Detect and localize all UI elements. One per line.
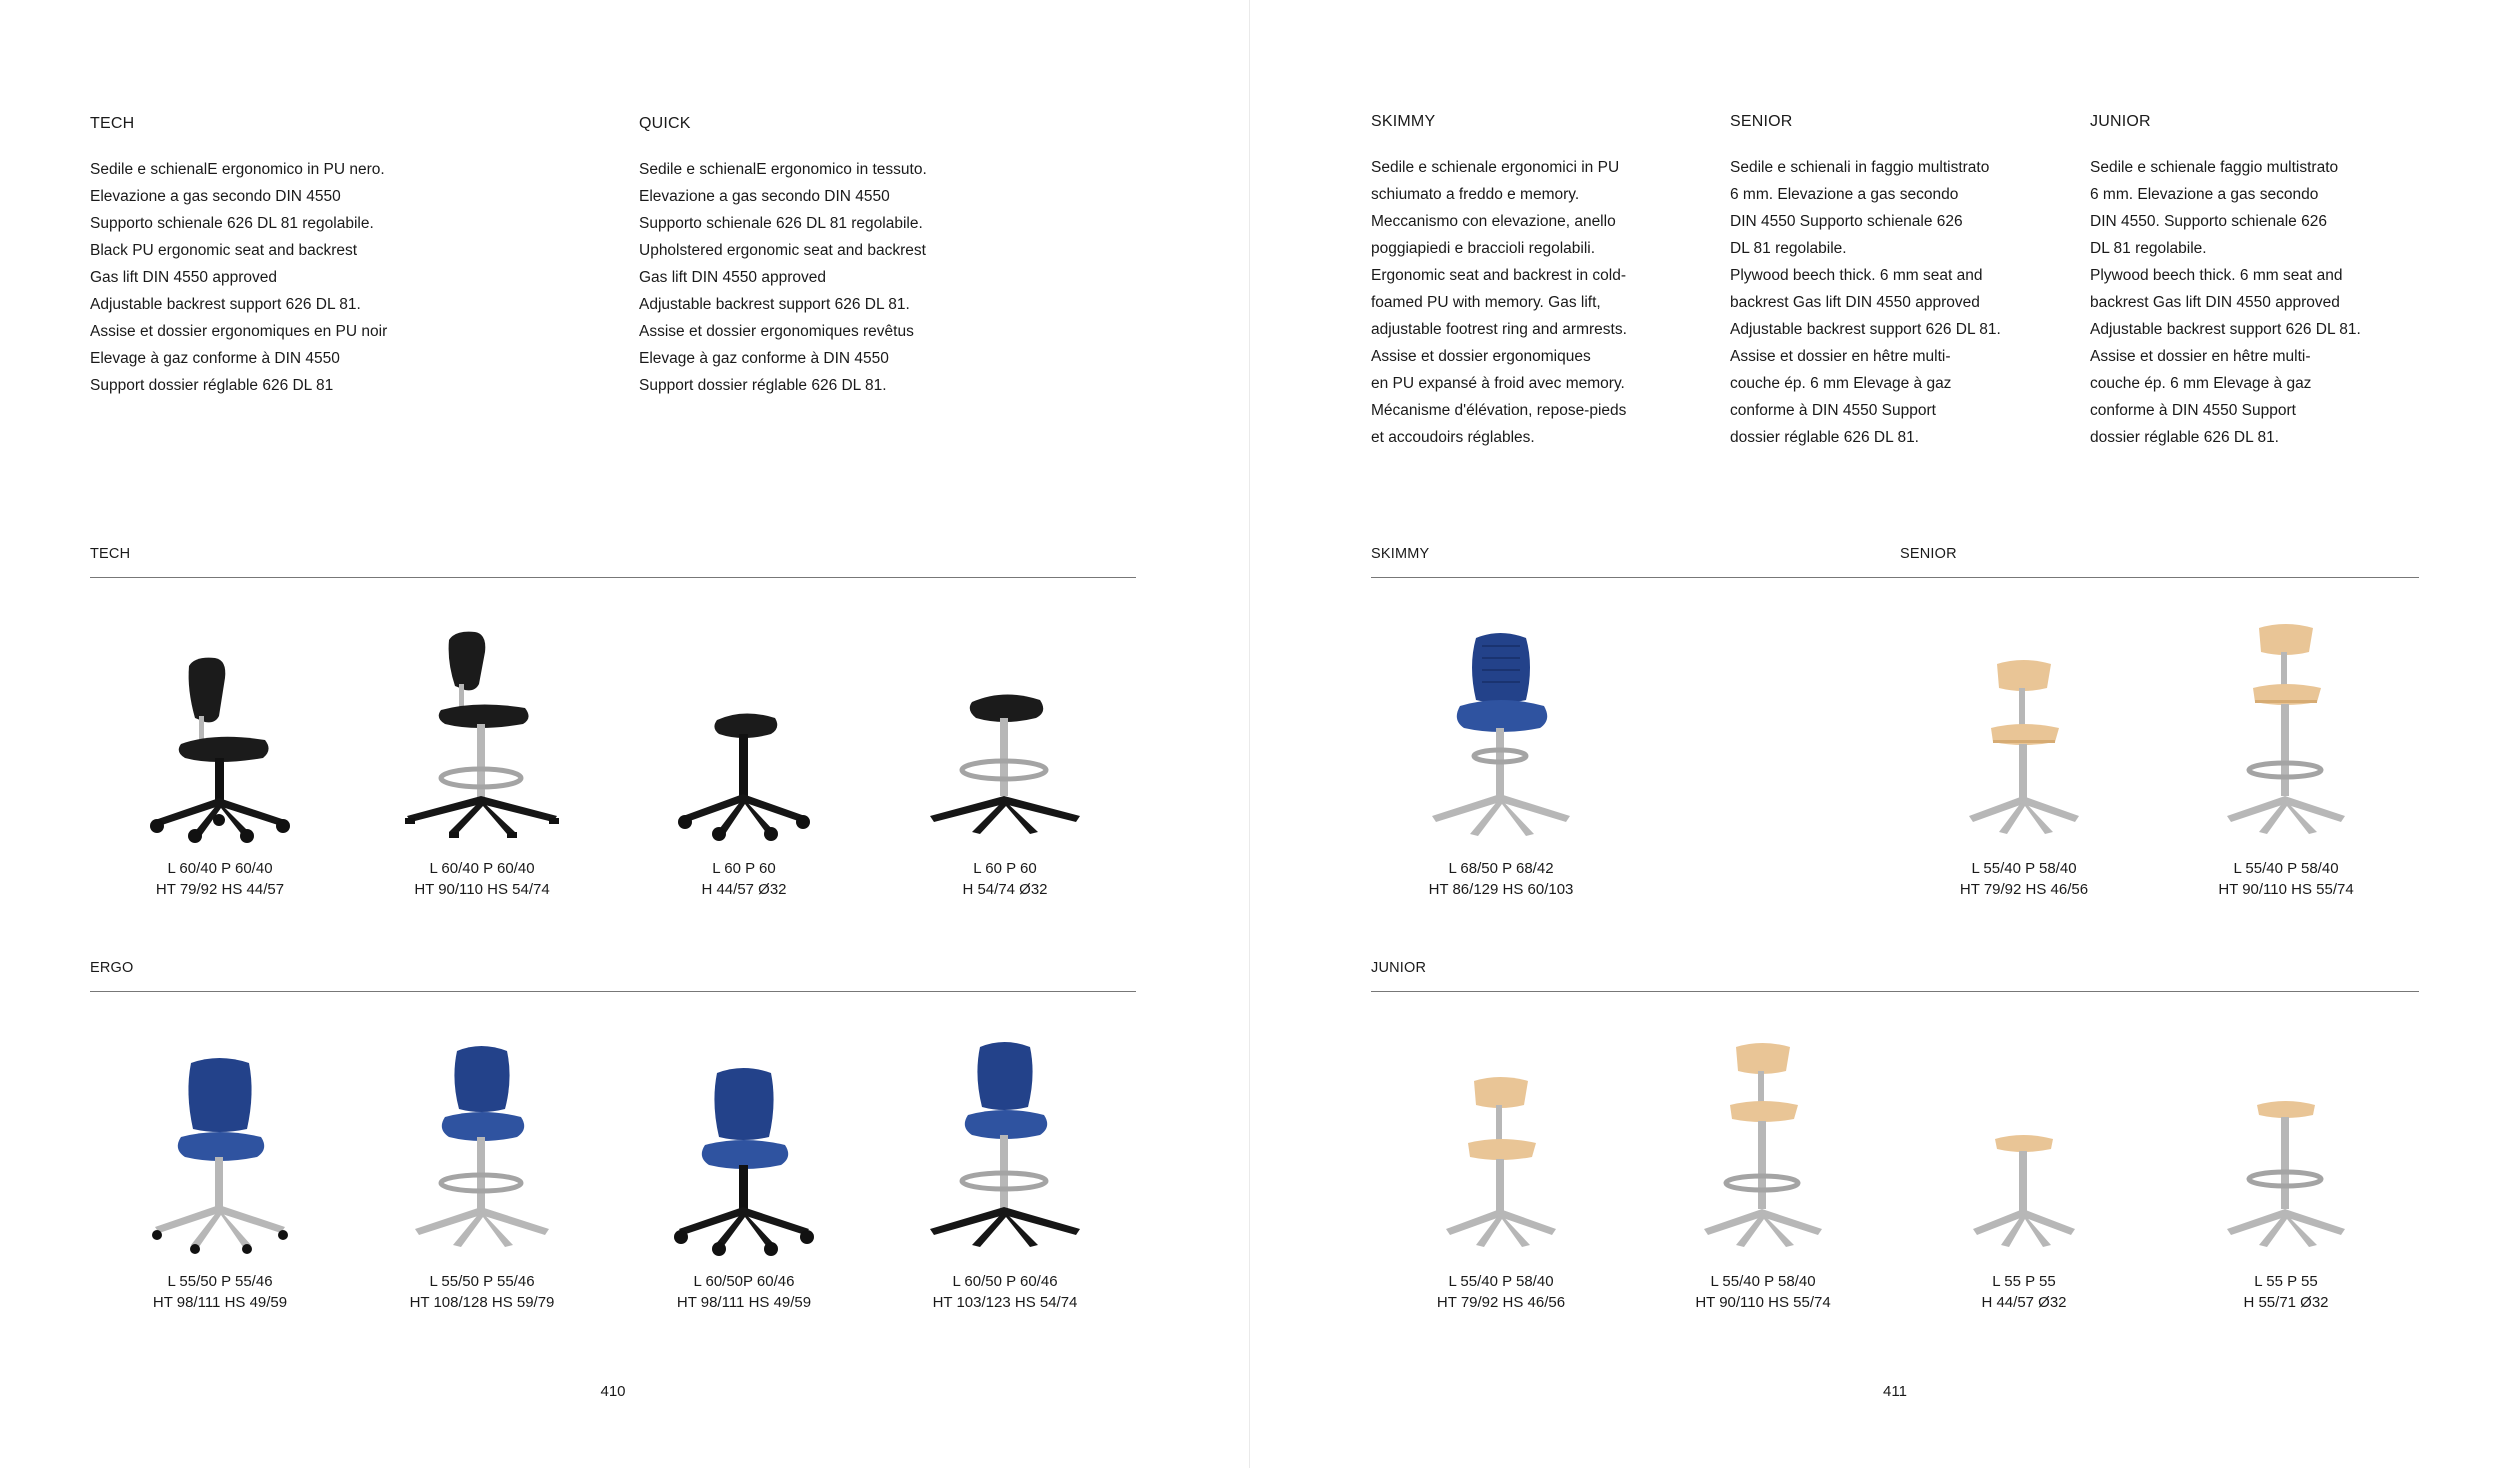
description-line: dossier réglable 626 DL 81.	[2090, 429, 2279, 446]
product-item-ergo-nylon-low	[639, 1033, 849, 1313]
spec-dimensions: L 55/50 P 55/46	[429, 1273, 535, 1290]
product-item-skimmy	[1396, 620, 1606, 900]
product-spec	[377, 1271, 587, 1313]
description-line: schiumato a freddo e memory.	[1371, 186, 1580, 203]
chair-image-black-pu-high	[377, 620, 587, 850]
spec-dimensions: L 60/40 P 60/40	[167, 860, 273, 877]
product-description-tech	[90, 156, 387, 399]
product-spec	[377, 858, 587, 900]
spec-heights: HT 103/123 HS 54/74	[932, 1294, 1078, 1311]
chair-image-senior-beech-low	[1919, 620, 2129, 850]
description-line: Mécanisme d'élévation, repose-pieds	[1371, 402, 1627, 419]
product-item-junior-stool-high	[2181, 1033, 2391, 1313]
section-label-ergo: ERGO	[90, 960, 134, 976]
product-description-senior	[1730, 154, 2001, 451]
description-line: Supporto schienale 626 DL 81 regolabile.	[90, 215, 374, 232]
spec-heights: HT 98/111 HS 49/59	[152, 1294, 288, 1311]
description-line: Elevage à gaz conforme à DIN 4550	[639, 350, 889, 367]
section-divider	[1371, 991, 2419, 992]
spec-dimensions: L 68/50 P 68/42	[1448, 860, 1554, 877]
product-spec	[1396, 1271, 1606, 1313]
description-line: Elevage à gaz conforme à DIN 4550	[90, 350, 340, 367]
product-spec	[1919, 1271, 2129, 1313]
spec-dimensions: L 60/50 P 60/46	[952, 1273, 1058, 1290]
product-item-tech-low	[115, 620, 325, 900]
description-line: conforme à DIN 4550 Support	[1730, 402, 1936, 419]
spec-dimensions: L 55 P 55	[1992, 1273, 2056, 1290]
description-line: Sedile e schienale faggio multistrato	[2090, 159, 2339, 176]
description-line: Gas lift DIN 4550 approved	[90, 269, 277, 286]
description-line: Support dossier réglable 626 DL 81	[90, 377, 334, 394]
description-line: Sedile e schienalE ergonomico in PU nero.	[90, 161, 385, 178]
product-item-ergo-low	[115, 1033, 325, 1313]
description-line: Adjustable backrest support 626 DL 81.	[1730, 321, 2001, 338]
description-line: Elevazione a gas secondo DIN 4550	[639, 188, 890, 205]
product-spec	[115, 1271, 325, 1313]
spec-dimensions: L 55/40 P 58/40	[1971, 860, 2077, 877]
chair-image-junior-beech-low	[1396, 1033, 1606, 1263]
description-line: conforme à DIN 4550 Support	[2090, 402, 2296, 419]
spec-dimensions: L 60/50P 60/46	[693, 1273, 795, 1290]
right-page	[1250, 0, 2500, 1468]
section-label-tech: TECH	[90, 546, 131, 562]
product-item-junior-low	[1396, 1033, 1606, 1313]
spec-heights: HT 108/128 HS 59/79	[409, 1294, 555, 1311]
spec-heights: HT 90/110 HS 54/74	[414, 881, 550, 898]
product-item-senior-low	[1919, 620, 2129, 900]
page-number: 411	[1883, 1383, 1907, 1400]
section-divider	[90, 991, 1136, 992]
spec-dimensions: L 60 P 60	[973, 860, 1037, 877]
chair-image-blue-nylon-high	[900, 1033, 1110, 1263]
product-title-quick: QUICK	[639, 115, 691, 132]
description-line: Elevazione a gas secondo DIN 4550	[90, 188, 341, 205]
description-line: backrest Gas lift DIN 4550 approved	[1730, 294, 1980, 311]
description-line: Plywood beech thick. 6 mm seat and	[2090, 267, 2343, 284]
product-spec	[115, 858, 325, 900]
description-line: Adjustable backrest support 626 DL 81.	[2090, 321, 2361, 338]
description-line: Sedile e schienali in faggio multistrato	[1730, 159, 1990, 176]
description-line: foamed PU with memory. Gas lift,	[1371, 294, 1601, 311]
product-item-tech-stool-low	[639, 620, 849, 900]
description-line: Assise et dossier ergonomiques	[1371, 348, 1591, 365]
description-line: backrest Gas lift DIN 4550 approved	[2090, 294, 2340, 311]
spec-dimensions: L 55/40 P 58/40	[1448, 1273, 1554, 1290]
chair-image-blue-nylon-low	[639, 1033, 849, 1263]
description-line: adjustable footrest ring and armrests.	[1371, 321, 1627, 338]
description-line: 6 mm. Elevazione a gas secondo	[2090, 186, 2319, 203]
description-line: Plywood beech thick. 6 mm seat and	[1730, 267, 1983, 284]
description-line: Sedile e schienale ergonomici in PU	[1371, 159, 1620, 176]
product-item-tech-high	[377, 620, 587, 900]
description-line: en PU expansé à froid avec memory.	[1371, 375, 1625, 392]
product-item-tech-stool-high	[900, 620, 1110, 900]
section-label-skimmy: SKIMMY	[1371, 546, 1430, 562]
product-item-ergo-high	[377, 1033, 587, 1313]
chair-image-black-pu-low	[115, 620, 325, 850]
spec-dimensions: L 55/50 P 55/46	[167, 1273, 273, 1290]
product-spec	[1396, 858, 1606, 900]
chair-image-junior-beech-high	[1658, 1033, 1868, 1263]
chair-image-junior-stool-low	[1919, 1033, 2129, 1263]
product-spec	[900, 858, 1110, 900]
spec-heights: HT 90/110 HS 55/74	[1695, 1294, 1831, 1311]
spec-dimensions: L 60/40 P 60/40	[429, 860, 535, 877]
product-spec	[2181, 858, 2391, 900]
chair-image-blue-fabric-low	[115, 1033, 325, 1263]
description-line: Black PU ergonomic seat and backrest	[90, 242, 358, 259]
description-line: Meccanismo con elevazione, anello	[1371, 213, 1616, 230]
description-line: Assise et dossier en hêtre multi-	[1730, 348, 1951, 365]
chair-image-junior-stool-high	[2181, 1033, 2391, 1263]
product-title-senior: SENIOR	[1730, 113, 1793, 130]
chair-image-black-stool-high	[900, 620, 1110, 850]
description-line: DL 81 regolabile.	[1730, 240, 1847, 257]
description-line: Assise et dossier en hêtre multi-	[2090, 348, 2311, 365]
description-line: Assise et dossier ergonomiques en PU noir	[90, 323, 388, 340]
spec-heights: H 44/57 Ø32	[1981, 1294, 2067, 1311]
spec-heights: HT 90/110 HS 55/74	[2218, 881, 2354, 898]
description-line: Assise et dossier ergonomiques revêtus	[639, 323, 914, 340]
product-title-skimmy: SKIMMY	[1371, 113, 1436, 130]
spec-heights: HT 79/92 HS 44/57	[155, 881, 285, 898]
section-divider	[90, 577, 1136, 578]
description-line: Support dossier réglable 626 DL 81.	[639, 377, 887, 394]
product-spec	[1919, 858, 2129, 900]
product-spec	[900, 1271, 1110, 1313]
product-title-tech: TECH	[90, 115, 135, 132]
spec-heights: HT 79/92 HS 46/56	[1436, 1294, 1566, 1311]
product-spec	[639, 858, 849, 900]
chair-image-senior-beech-high	[2181, 620, 2391, 850]
product-description-junior	[2090, 154, 2361, 451]
spec-heights: HT 98/111 HS 49/59	[676, 1294, 812, 1311]
spec-heights: H 55/71 Ø32	[2243, 1294, 2329, 1311]
description-line: couche ép. 6 mm Elevage à gaz	[1730, 375, 1952, 392]
product-description-skimmy	[1371, 154, 1627, 451]
product-spec	[639, 1271, 849, 1313]
description-line: Adjustable backrest support 626 DL 81.	[90, 296, 361, 313]
spec-heights: HT 86/129 HS 60/103	[1428, 881, 1574, 898]
description-line: dossier réglable 626 DL 81.	[1730, 429, 1919, 446]
description-line: DIN 4550. Supporto schienale 626	[2090, 213, 2327, 230]
spec-dimensions: L 55/40 P 58/40	[1710, 1273, 1816, 1290]
page-number: 410	[600, 1383, 626, 1400]
chair-image-black-stool-low	[639, 620, 849, 850]
description-line: DIN 4550 Supporto schienale 626	[1730, 213, 1963, 230]
product-item-ergo-nylon-high	[900, 1033, 1110, 1313]
spec-heights: H 44/57 Ø32	[701, 881, 787, 898]
spec-heights: HT 79/92 HS 46/56	[1959, 881, 2089, 898]
description-line: Sedile e schienalE ergonomico in tessuto.	[639, 161, 927, 178]
product-item-junior-high	[1658, 1033, 1868, 1313]
spec-dimensions: L 55/40 P 58/40	[2233, 860, 2339, 877]
chair-image-blue-fabric-high	[377, 1033, 587, 1263]
section-label-junior: JUNIOR	[1371, 960, 1427, 976]
section-label-senior: SENIOR	[1900, 546, 1957, 562]
description-line: DL 81 regolabile.	[2090, 240, 2207, 257]
description-line: Supporto schienale 626 DL 81 regolabile.	[639, 215, 923, 232]
product-item-junior-stool-low	[1919, 1033, 2129, 1313]
chair-image-skimmy-blue-pu	[1396, 620, 1606, 850]
description-line: poggiapiedi e braccioli regolabili.	[1371, 240, 1596, 257]
description-line: Adjustable backrest support 626 DL 81.	[639, 296, 910, 313]
spec-dimensions: L 55 P 55	[2254, 1273, 2318, 1290]
product-description-quick	[639, 156, 927, 399]
description-line: 6 mm. Elevazione a gas secondo	[1730, 186, 1959, 203]
description-line: Upholstered ergonomic seat and backrest	[639, 242, 926, 259]
description-line: Ergonomic seat and backrest in cold-	[1371, 267, 1627, 284]
spec-heights: H 54/74 Ø32	[962, 881, 1048, 898]
description-line: couche ép. 6 mm Elevage à gaz	[2090, 375, 2312, 392]
product-item-senior-high	[2181, 620, 2391, 900]
description-line: et accoudoirs réglables.	[1371, 429, 1535, 446]
description-line: Gas lift DIN 4550 approved	[639, 269, 826, 286]
spec-dimensions: L 60 P 60	[712, 860, 776, 877]
product-spec	[2181, 1271, 2391, 1313]
section-divider	[1371, 577, 2419, 578]
product-title-junior: JUNIOR	[2090, 113, 2151, 130]
product-spec	[1658, 1271, 1868, 1313]
